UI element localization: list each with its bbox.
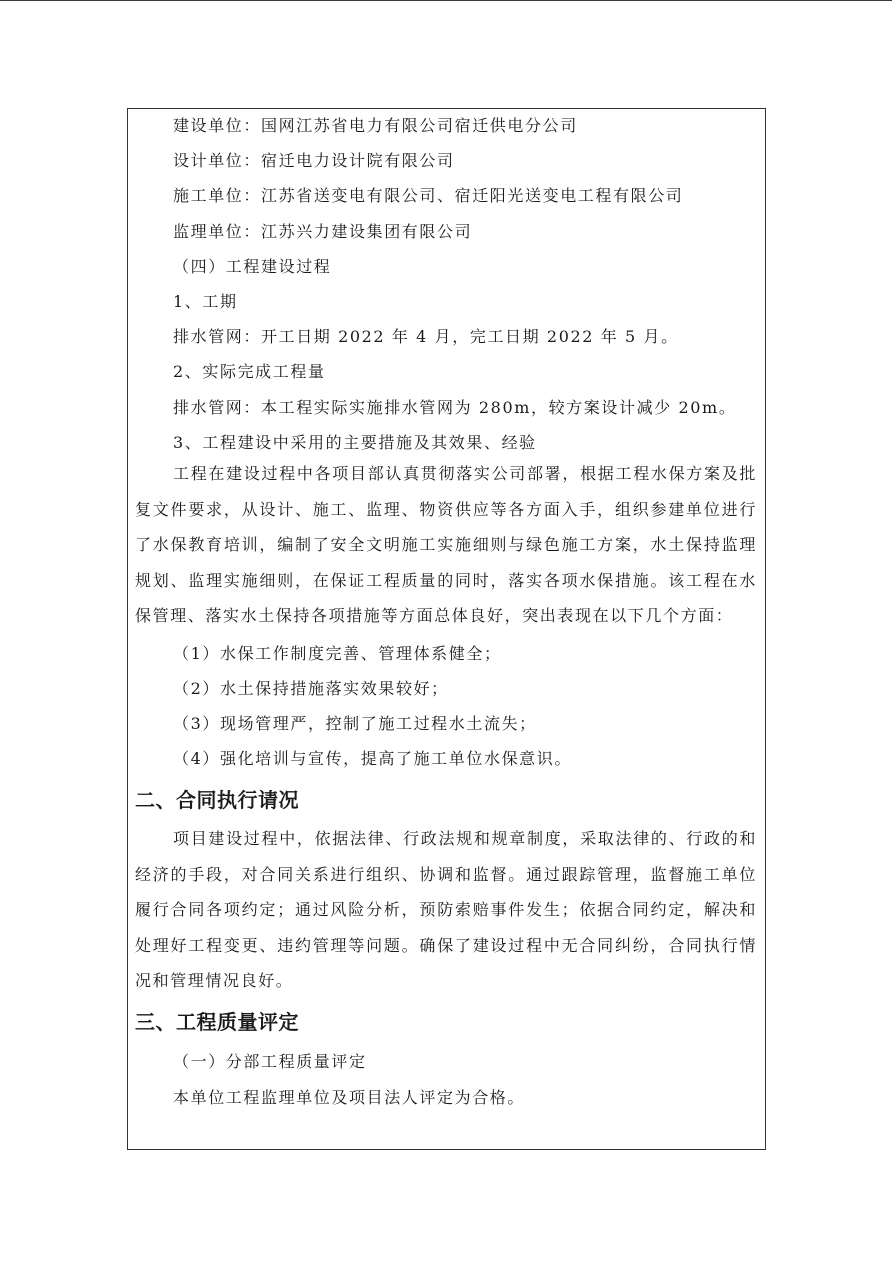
measure-item-2: （2）水土保持措施落实效果较好； <box>173 679 449 698</box>
quantity-text: 排水管网：本工程实际实施排水管网为 280m，较方案设计减少 20m。 <box>173 398 737 417</box>
measure-item-1: （1）水保工作制度完善、管理体系健全； <box>173 644 502 663</box>
construction-unit: 建设单位：国网江苏省电力有限公司宿迁供电分公司 <box>173 116 578 135</box>
design-unit: 设计单位：宿迁电力设计院有限公司 <box>173 151 455 170</box>
contract-heading: 二、合同执行请况 <box>135 788 299 812</box>
process-heading: （四）工程建设过程 <box>173 257 332 276</box>
measure-item-4: （4）强化培训与宣传，提高了施工单位水保意识。 <box>173 749 572 768</box>
period-title: 1、工期 <box>173 292 238 311</box>
contract-paragraph: 项目建设过程中，依据法律、行政法规和规章制度，采取法律的、行政的和经济的手段，对合同关系进行组织、协调和监督。通过跟踪管理，监督施工单位履行合同各项约定；通过风险分析，预防索赔事件发生；依据合同约定，解决和处理好工程变更、违约管理等问题。确保了建设过程中无合同纠纷，合同执行情况和管理情况良好。 <box>135 829 757 990</box>
page-top-rule <box>0 0 892 1</box>
supervision-unit: 监理单位：江苏兴力建设集团有限公司 <box>173 222 473 241</box>
period-text: 排水管网：开工日期 2022 年 4 月，完工日期 2022 年 5 月。 <box>173 327 679 346</box>
quality-subheading: （一）分部工程质量评定 <box>173 1052 367 1071</box>
quantity-title: 2、实际完成工程量 <box>173 362 326 381</box>
quality-heading: 三、工程质量评定 <box>135 1010 299 1034</box>
quality-text: 本单位工程监理单位及项目法人评定为合格。 <box>173 1088 526 1107</box>
measures-title: 3、工程建设中采用的主要措施及其效果、经验 <box>173 433 537 452</box>
builder-unit: 施工单位：江苏省送变电有限公司、宿迁阳光送变电工程有限公司 <box>173 186 684 205</box>
measures-paragraph: 工程在建设过程中各项目部认真贯彻落实公司部署，根据工程水保方案及批复文件要求，从设计、施工、监理、物资供应等各方面入手，组织参建单位进行了水保教育培训，编制了安全文明施工实施细则与绿色施工方案，水土保持监理规划、监理实施细则，在保证工程质量的同时，落实各项水保措施。该工程在水保管理、落实水土保持各项措施等方面总体良好，突出表现在以下几个方面： <box>135 464 757 625</box>
measure-item-3: （3）现场管理严，控制了施工过程水土流失； <box>173 714 537 733</box>
